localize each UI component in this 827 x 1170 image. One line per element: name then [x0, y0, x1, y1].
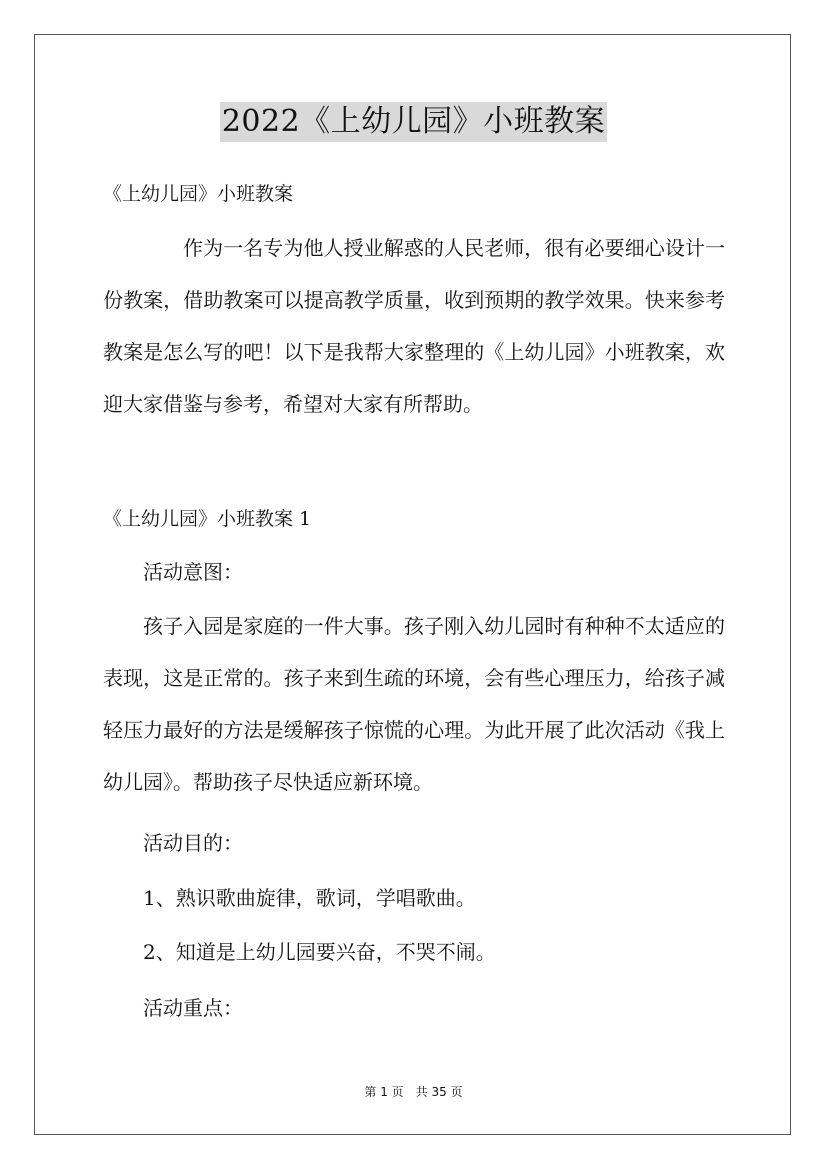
- title-container: [0, 102, 827, 142]
- goal-item-1: 1、熟识歌曲旋律，歌词，学唱歌曲。: [143, 886, 476, 910]
- intent-paragraph: 孩子入园是家庭的一件大事。孩子刚入幼儿园时有种种不太适应的表现，这是正常的。孩子来到生疏的环境，会有些心理压力，给孩子减轻压力最好的方法是缓解孩子惊慌的心理。为此开展了此次活动《我上幼儿园》。帮助孩子尽快适应新环境。: [103, 614, 725, 794]
- document-title: 2022《上幼儿园》小班教案: [220, 102, 607, 142]
- page-footer: 第 1 页 共 35 页: [364, 1085, 463, 1099]
- focus-heading: 活动重点：: [143, 996, 243, 1020]
- goal-item-2: 2、知道是上幼儿园要兴奋，不哭不闹。: [143, 940, 496, 964]
- section-title: 《上幼儿园》小班教案 1: [103, 508, 312, 530]
- goal-heading: 活动目的：: [143, 831, 243, 855]
- intro-paragraph: 作为一名专为他人授业解惑的人民老师，很有必要细心设计一份教案，借助教案可以提高教学质量，收到预期的教学效果。快来参考教案是怎么写的吧！以下是我帮大家整理的《上幼儿园》小班教案，欢迎大家借鉴与参考，希望对大家有所帮助。: [103, 236, 725, 416]
- intent-heading: 活动意图：: [143, 560, 243, 584]
- document-subtitle: 《上幼儿园》小班教案: [103, 183, 294, 205]
